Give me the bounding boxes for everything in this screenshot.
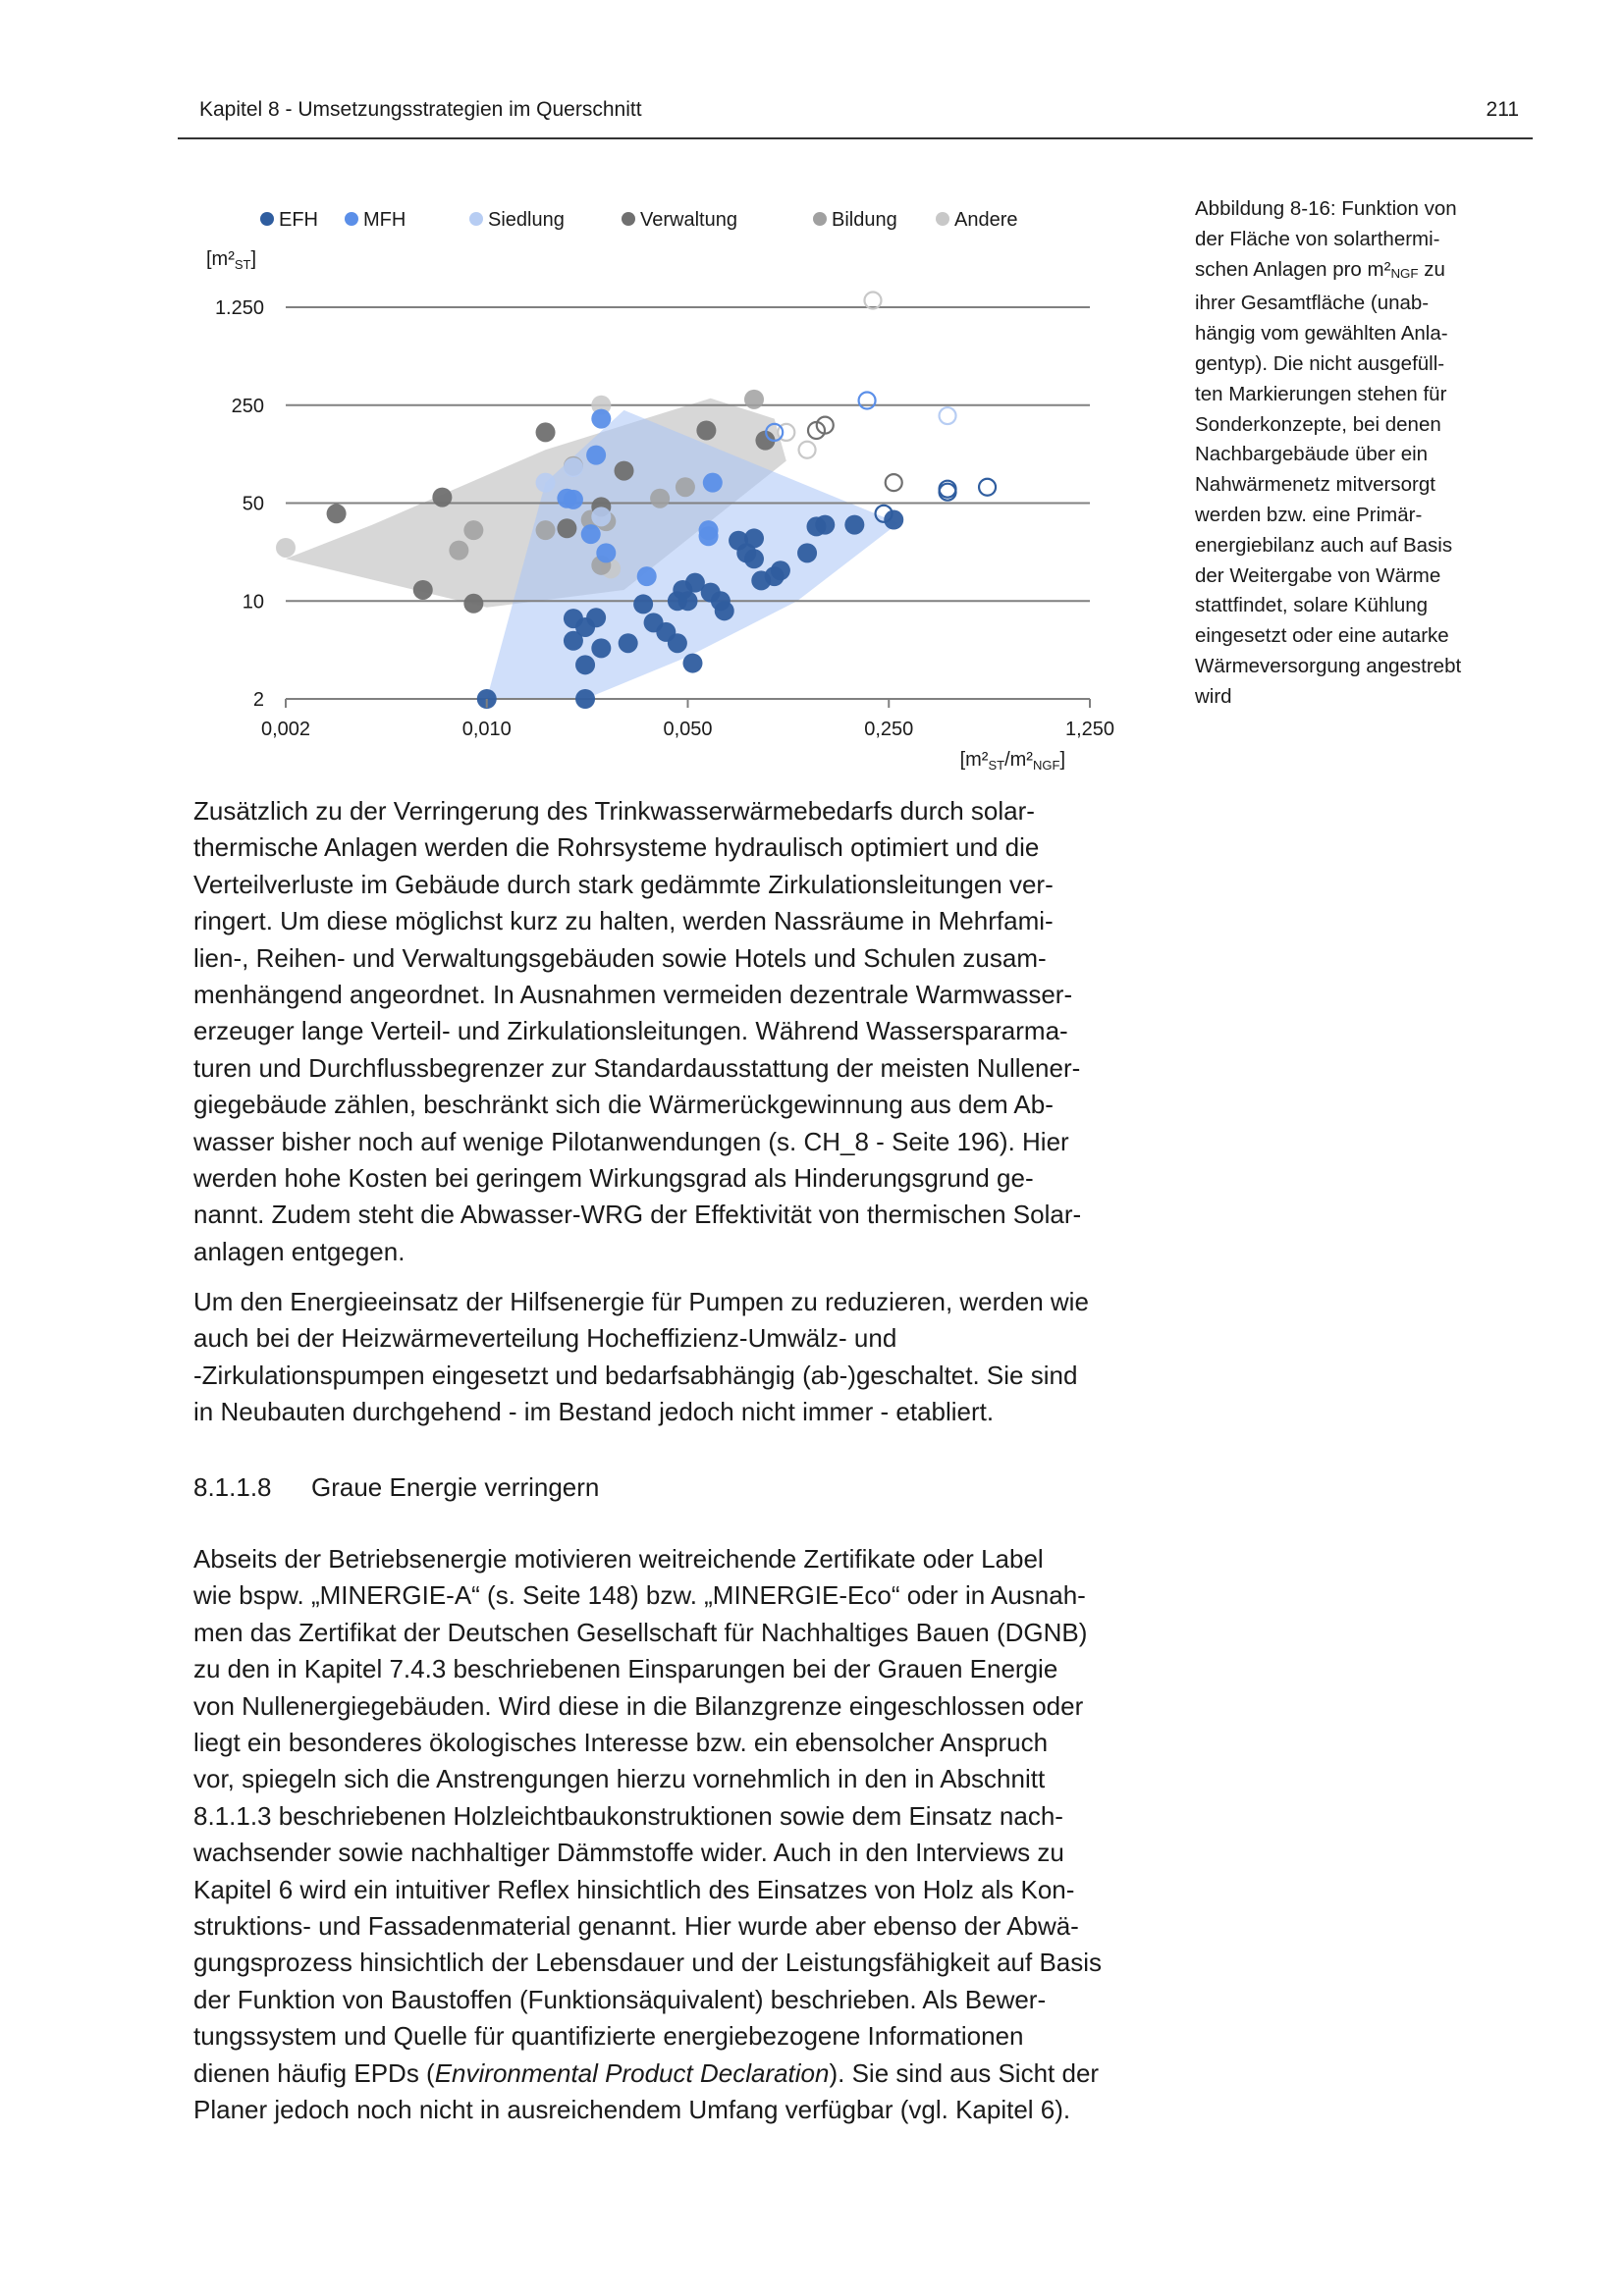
data-point-mfh: [699, 526, 719, 546]
section-heading: [193, 1472, 599, 1503]
text-line: erzeuger lange Verteil- und Zirkulationsleitungen. Während Wasserspararma-: [193, 1016, 1068, 1046]
data-point-verwaltung: [432, 488, 452, 507]
text-line: der Funktion von Baustoffen (Funktionsäquivalent) beschrieben. Als Bewer-: [193, 1984, 1047, 2014]
data-point-verwaltung: [536, 422, 556, 442]
caption-line: hängig vom gewählten Anla-: [1195, 322, 1448, 346]
data-point-efh: [797, 543, 817, 562]
y-tick-label: 2: [252, 689, 264, 711]
data-point-bildung: [676, 477, 695, 497]
text-line: lien-, Reihen- und Verwaltungsgebäuden sowie Hotels und Schulen zusam-: [193, 942, 1047, 973]
special-concept-point-siedlung: [940, 407, 956, 424]
data-point-efh: [815, 515, 835, 535]
caption-line: schen Anlagen pro $m^2_{NGF}$ zu: [1195, 257, 1445, 281]
text-line: tungssystem und Quelle für quantifizierte energiebezogene Informationen: [193, 2021, 1024, 2052]
data-point-bildung: [463, 520, 483, 540]
section-title: Graue Energie verringern: [311, 1472, 600, 1502]
caption-line: ten Markierungen stehen für: [1195, 382, 1447, 405]
data-point-efh: [575, 655, 595, 674]
paragraph-1: [193, 793, 1175, 1270]
text-line: -Zirkulationspumpen eingesetzt und bedarfsabhängig (ab-)geschaltet. Sie sind: [193, 1360, 1078, 1390]
text-line: ringert. Um diese möglichst kurz zu halten, werden Nassräume in Mehrfami-: [193, 906, 1054, 936]
data-point-bildung: [449, 541, 468, 561]
text-line: men das Zertifikat der Deutschen Gesellschaft für Nachhaltiges Bauen (DGNB): [193, 1617, 1088, 1647]
data-point-efh: [564, 631, 583, 651]
y-axis-unit: $[m^2_{ST}]$: [206, 248, 257, 272]
y-tick-label: 50: [242, 493, 264, 515]
paragraph-3: [193, 1541, 1175, 2129]
text-line: vor, spiegeln sich die Anstrengungen hierzu vornehmlich in den in Abschnitt: [193, 1764, 1046, 1794]
data-point-mfh: [564, 490, 583, 509]
x-tick-label: 0,010: [461, 719, 512, 740]
caption-line: der Weitergabe von Wärme: [1195, 563, 1441, 587]
x-tick-label: 0,002: [260, 719, 311, 740]
data-point-mfh: [596, 543, 616, 562]
text-line: Um den Energieeinsatz der Hilfsenergie für Pumpen zu reduzieren, werden wie: [193, 1287, 1089, 1316]
caption-line: ihrer Gesamtfläche (unab-: [1195, 292, 1430, 315]
page-number: 211: [1486, 98, 1519, 121]
data-point-efh: [844, 515, 864, 535]
data-point-efh: [591, 638, 611, 658]
data-point-efh: [682, 654, 702, 673]
figure-caption: [1195, 194, 1519, 713]
data-point-verwaltung: [557, 518, 576, 538]
caption-line: eingesetzt oder eine autarke: [1195, 624, 1449, 648]
data-point-mfh: [586, 446, 606, 465]
data-point-efh: [715, 601, 734, 620]
data-point-efh: [678, 591, 698, 611]
y-tick-label: 250: [231, 395, 264, 417]
legend-marker: [936, 212, 949, 226]
data-point-verwaltung: [615, 461, 634, 481]
data-point-siedlung: [564, 457, 583, 477]
data-point-efh: [771, 561, 790, 580]
legend-marker: [622, 212, 635, 226]
legend-label: EFH: [279, 209, 318, 231]
text-line: auch bei der Heizwärmeverteilung Hocheffizienz-Umwälz- und: [193, 1323, 897, 1354]
data-point-verwaltung: [696, 421, 716, 441]
legend-label: MFH: [363, 209, 406, 231]
legend-marker: [469, 212, 483, 226]
special-concept-point-andere: [864, 292, 881, 308]
data-point-andere: [276, 538, 296, 558]
x-axis-unit: $[m^2_{ST}/m^2_{NGF}]$: [959, 749, 1065, 773]
text-line: zu den in Kapitel 7.4.3 beschriebenen Einsparungen bei der Grauen Energie: [193, 1654, 1058, 1684]
caption-line: Sonderkonzepte, bei denen: [1195, 412, 1441, 436]
caption-line: Wärmeversorgung angestrebt: [1195, 654, 1462, 677]
data-point-verwaltung: [327, 504, 347, 523]
text-line: Verteilverluste im Gebäude durch stark gedämmte Zirkulationsleitungen ver-: [193, 869, 1054, 899]
text-line: werden hohe Kosten bei geringem Wirkungsgrad als Hinderungsgrund ge-: [193, 1163, 1034, 1194]
text-line: menhängend angeordnet. In Ausnahmen vermeiden dezentrale Warmwasser-: [193, 980, 1073, 1010]
caption-line: Nahwärmenetz mitversorgt: [1195, 473, 1435, 497]
data-point-verwaltung: [413, 580, 433, 600]
text-line: giegebäude zählen, beschränkt sich die Wärmerückgewinnung aus dem Ab-: [193, 1090, 1054, 1120]
legend-marker: [345, 212, 358, 226]
legend-marker: [813, 212, 827, 226]
text-line: wie bspw. „MINERGIE-A“ (s. Seite 148) bzw. „MINERGIE-Eco“ oder in Ausnah-: [193, 1580, 1086, 1611]
data-point-efh: [575, 689, 595, 709]
text-line: Planer jedoch noch nicht in ausreichendem Umfang verfügbar (vgl. Kapitel 6).: [193, 2095, 1071, 2125]
legend-label: Siedlung: [488, 209, 565, 231]
caption-line: stattfindet, solare Kühlung: [1195, 594, 1429, 617]
caption-line: Abbildung 8-16: Funktion von: [1195, 197, 1457, 220]
x-axis: [261, 699, 1114, 740]
data-point-efh: [633, 594, 653, 614]
caption-line: gentyp). Die nicht ausgefüll-: [1195, 351, 1445, 375]
text-line: dienen häufig EPDs (Environmental Product Declaration). Sie sind aus Sicht der: [193, 2057, 1100, 2088]
legend-marker: [260, 212, 274, 226]
data-point-siedlung: [536, 473, 556, 493]
caption-line: wird: [1195, 684, 1232, 708]
caption-line: der Fläche von solarthermi-: [1195, 227, 1440, 250]
text-line: wachsender sowie nachhaltiger Dämmstoffe wider. Auch in den Interviews zu: [193, 1838, 1064, 1868]
data-point-efh: [744, 549, 764, 568]
data-point-verwaltung: [463, 594, 483, 614]
x-tick-label: 1,250: [1064, 719, 1115, 740]
caption-line: Nachbargebäude über ein: [1195, 443, 1429, 466]
legend-label: Bildung: [832, 209, 897, 231]
section-number: 8.1.1.8: [193, 1472, 272, 1502]
text-line: anlagen entgegen.: [193, 1236, 406, 1266]
text-line: 8.1.1.3 beschriebenen Holzleichtbaukonstruktionen sowie dem Einsatz nach-: [193, 1800, 1063, 1831]
y-tick-label: 1.250: [214, 297, 264, 319]
text-line: turen und Durchflussbegrenzer zur Standardausstattung der meisten Nullener-: [193, 1052, 1081, 1083]
special-concept-point-mfh: [859, 392, 876, 408]
data-point-mfh: [703, 473, 723, 493]
special-concept-point-efh: [979, 479, 996, 496]
data-point-efh: [619, 633, 638, 653]
special-concept-point-verwaltung: [886, 474, 902, 491]
paragraph-2: [193, 1284, 1175, 1431]
data-point-efh: [884, 510, 903, 530]
data-point-bildung: [536, 520, 556, 540]
text-line: Zusätzlich zu der Verringerung des Trinkwasserwärmebedarfs durch solar-: [193, 796, 1035, 826]
text-line: wasser bisher noch auf wenige Pilotanwendungen (s. CH_8 - Seite 196). Hier: [193, 1126, 1069, 1156]
special-concept-point-andere: [799, 442, 816, 458]
page-header: [178, 96, 1533, 139]
x-tick-label: 0,250: [864, 719, 914, 740]
text-line: liegt ein besonderes ökologisches Interesse bzw. ein ebensolcher Anspruch: [193, 1728, 1049, 1758]
x-tick-label: 0,050: [663, 719, 713, 740]
scatter-chart: [196, 191, 1139, 780]
legend-label: Andere: [954, 209, 1018, 231]
data-point-mfh: [581, 524, 601, 544]
data-point-efh: [668, 633, 687, 653]
chart-legend: [260, 209, 1018, 231]
caption-line: werden bzw. eine Primär-: [1195, 503, 1423, 526]
text-line: nannt. Zudem steht die Abwasser-WRG der Effektivität von thermischen Solar-: [193, 1200, 1082, 1230]
data-point-bildung: [744, 390, 764, 409]
text-line: Kapitel 6 wird ein intuitiver Reflex hinsichtlich des Einsatzes von Holz als Kon-: [193, 1874, 1075, 1904]
running-title: Kapitel 8 - Umsetzungsstrategien im Querschnitt: [199, 98, 642, 121]
text-line: Abseits der Betriebsenergie motivieren weitreichende Zertifikate oder Label: [193, 1544, 1044, 1574]
data-point-mfh: [591, 409, 611, 429]
text-line: von Nullenergiegebäuden. Wird diese in die Bilanzgrenze eingeschlossen oder: [193, 1690, 1084, 1721]
data-point-bildung: [650, 489, 670, 508]
data-point-mfh: [637, 566, 657, 586]
y-tick-label: 10: [242, 591, 264, 614]
text-line: in Neubauten durchgehend - im Bestand jedoch nicht immer - etabliert.: [193, 1397, 995, 1427]
data-point-siedlung: [591, 507, 611, 526]
text-line: gungsprozess hinsichtlich der Lebensdauer und der Leistungsfähigkeit auf Basis: [193, 1948, 1103, 1978]
caption-line: energiebilanz auch auf Basis: [1195, 533, 1453, 557]
text-line: struktions- und Fassadenmaterial genannt. Hier wurde aber ebenso der Abwä-: [193, 1911, 1079, 1942]
legend-label: Verwaltung: [640, 209, 737, 231]
text-line: thermische Anlagen werden die Rohrsysteme hydraulisch optimiert und die: [193, 832, 1040, 863]
